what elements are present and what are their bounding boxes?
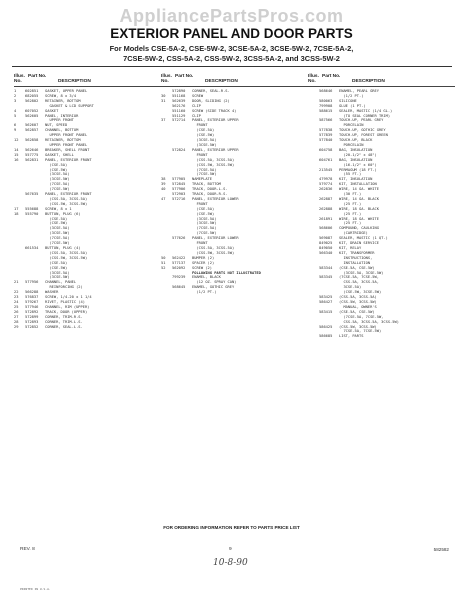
description: GASKET [45, 108, 59, 113]
description: RETAINER, BOTTOM [45, 138, 81, 143]
part-no: 479978 [319, 177, 333, 182]
illus-no: 28 [14, 319, 19, 324]
description: FRONT [192, 123, 208, 128]
part-no: 572714 [172, 118, 186, 123]
description: SEALER, MASTIC (1 QT.) [339, 236, 388, 241]
part-no: 562422 [172, 255, 186, 260]
description: CHANNEL, RIM (UPPER) [45, 304, 90, 309]
description: NUT, SPEED [45, 123, 68, 128]
description: (3CSE-5W) [192, 142, 217, 147]
column-header [14, 73, 161, 87]
part-no: 562646 [25, 147, 39, 152]
parts-column-2 [161, 73, 308, 295]
part-no: 555688 [25, 206, 39, 211]
header-description: DESCRIPTION [58, 79, 91, 84]
illus-no: 6 [14, 123, 17, 128]
part-no: 583345 [319, 275, 333, 280]
description: CORNER, SEAL-L.S. [45, 324, 83, 329]
part-no: 572890 [172, 89, 186, 93]
description: PANEL, EXTERIOR LOWER [192, 236, 239, 241]
description: PANEL, INTERIOR [45, 113, 79, 118]
description: (CSE-5A) [192, 206, 215, 211]
illus-no: 2 [14, 93, 17, 98]
description: (CSE-5W) [45, 265, 68, 270]
part-no: 566288 [25, 290, 39, 295]
part-no: 566340 [319, 250, 333, 255]
description: TOUCH-UP, PEARL GREY [339, 118, 384, 123]
description: KIT, TRANSFORMER [339, 250, 375, 255]
illus-no: 37 [161, 118, 166, 123]
description: (3CSE-5A) [192, 216, 217, 221]
illus-no: 26 [14, 309, 19, 314]
description: ENAMEL, BLACK [192, 275, 221, 280]
header-illus-no: Illus. No. [161, 74, 172, 85]
description: (3CSE-5W) [45, 275, 70, 280]
part-no: 583344 [319, 265, 333, 270]
description: (1/2 PT.) [339, 93, 364, 98]
subtitle-line-2: 7CSE-5W-2, CSS-5A-2, CSS-5W-2, 3CSS-5A-2, and 3CSS-5W-2 [123, 54, 340, 63]
part-no: 551129 [172, 113, 186, 118]
part-no: 567635 [25, 192, 39, 197]
description: WIRE, 14 GA. BLACK [339, 196, 379, 201]
part-no: 562176 [172, 103, 186, 108]
description: CSS-5A, 3CSS-5A, 3CSS-5W) [339, 319, 399, 324]
description: BUTTON, PLUG (6) [45, 211, 81, 216]
description: UPPER FRONT PANEL [45, 142, 88, 147]
description: (CSE-5A) [192, 128, 215, 133]
description: (16-1/2" x 60") [339, 162, 377, 167]
part-no: 583415 [319, 309, 333, 314]
illus-no: 18 [14, 211, 19, 216]
illus-no: 15 [14, 152, 19, 157]
description: (3CSE-5A) [45, 172, 70, 177]
illus-no: 47 [161, 196, 166, 201]
description: SCREW, 1/4-20 x 1 1/4 [45, 295, 92, 300]
illus-no: 16 [14, 157, 19, 162]
description: MANUAL, OWNER'S [339, 304, 377, 309]
description: (12 OZ. SPRAY CAN) [192, 280, 237, 285]
illus-no: 31 [161, 98, 166, 103]
part-no: 551160 [172, 108, 186, 113]
part-no: 580063 [319, 98, 333, 103]
part-no: 569087 [319, 236, 333, 241]
description: (CSS-5A, 3CSS-5A) [339, 295, 377, 300]
part-no: 572899 [25, 314, 39, 319]
description: (3CSE-5A, 3CSE-5W) [339, 270, 384, 275]
description: (7CSE-5W) [192, 172, 217, 177]
bottom-left-imprint: PRINTED IN U.S.A. [20, 587, 51, 591]
part-no: 577838 [319, 128, 333, 133]
description: DOOR, SLIDING (2) [192, 98, 230, 103]
part-no: 799239 [172, 275, 186, 280]
description: PERMAGUM (18 FT.) [339, 167, 377, 172]
illus-no: 39 [161, 182, 166, 187]
part-no: 577839 [319, 133, 333, 138]
description: GASKET, UPPER PANEL [45, 89, 88, 93]
part-no: 213545 [319, 167, 333, 172]
description: (CSE-5A) [45, 216, 68, 221]
description: (CSE-5W) [192, 133, 215, 138]
description: PANEL, EXTERIOR FRONT [45, 192, 92, 197]
description: (3CSE-5W) [192, 221, 217, 226]
part-no: 586427 [319, 299, 333, 304]
document-code: 582582 [433, 547, 449, 552]
description: 3CSE-5A) [339, 285, 362, 290]
illus-no: 17 [14, 206, 19, 211]
part-no: 568646 [319, 89, 333, 93]
description: (CARTRIDGE) [339, 231, 368, 236]
description: (3CSE-5A) [45, 270, 70, 275]
page-title: EXTERIOR PANEL AND DOOR PARTS [110, 26, 353, 41]
part-no: 661534 [25, 246, 39, 250]
part-no: 562639 [172, 98, 186, 103]
part-no: 577906 [172, 187, 186, 192]
description: (7CSE-5A) [192, 226, 217, 231]
description: TOUCH-UP, GOTHIC GREY [339, 128, 386, 133]
description: (25 FT.) [339, 221, 362, 226]
handwritten-date: 10-8-90 [213, 558, 248, 568]
part-no: 562092 [172, 265, 186, 270]
description: SEALER, MASTIC (1/4 GL.) [339, 108, 393, 113]
description: (CSS-5W, 3CSS-5W) [192, 250, 235, 255]
description: WIRE, 14 GA. WHITE [339, 187, 379, 192]
description: BAG, INSULATION [339, 157, 373, 162]
description: (CSE-5W) [45, 221, 68, 226]
description: SCREW (2) [192, 265, 212, 270]
part-no: 586425 [319, 324, 333, 329]
illus-no: 38 [161, 177, 166, 182]
description: (CSS-5A, 3CSS-5A) [192, 157, 235, 162]
part-no: 587566 [319, 118, 333, 123]
description: RIVET, PLASTIC (4) [45, 299, 85, 304]
part-no: 562831 [25, 157, 39, 162]
description: (CSS-5A, 3CSS-5A) [45, 196, 88, 201]
description: (CSS-5A, 3CSS-5A) [45, 250, 88, 255]
description: SCREW, 8 x 1 [45, 206, 72, 211]
part-no: 579774 [319, 182, 333, 187]
part-no: 577946 [25, 304, 39, 309]
column-header [161, 73, 308, 87]
description: (7CSE-5A) [45, 236, 70, 241]
description: (CSE-5A, CSE-5W) [339, 265, 375, 270]
part-no: 577956 [25, 280, 39, 285]
part-no: 577137 [172, 260, 186, 265]
part-no: 607052 [25, 108, 39, 113]
part-no: 583425 [319, 295, 333, 300]
illus-no: 3 [14, 98, 17, 103]
part-no: 551168 [172, 93, 186, 98]
description: PANEL, EXTERIOR UPPER [192, 118, 239, 123]
parts-list [161, 89, 308, 295]
illus-no: 50 [161, 255, 166, 260]
description: KIT, INSTALLATION [339, 182, 377, 187]
description: PANEL, EXTERIOR FRONT [45, 157, 92, 162]
description: (55 FT.) [339, 172, 362, 177]
illus-no: 30 [161, 93, 166, 98]
description: SCREW, 8 x 3/4 [45, 93, 77, 98]
description: SCREW [192, 93, 204, 98]
header-part-no: Part No. [322, 74, 341, 79]
part-no: 682055 [25, 93, 39, 98]
description: (CSE-5A) [45, 162, 68, 167]
description: LIST, PARTS [339, 334, 364, 339]
part-no: 261891 [319, 216, 333, 221]
description: TOUCH-UP, BLACK [339, 138, 373, 143]
description: (3CSE-5A) [192, 138, 217, 143]
description: KIT, INSULATION [339, 177, 373, 182]
description: WASHER [45, 290, 59, 295]
illus-no: 27 [14, 314, 19, 319]
part-no: 572893 [25, 319, 39, 324]
parts-column-1 [14, 73, 161, 329]
illus-no [161, 290, 172, 295]
description: INSTALLATION [339, 260, 371, 265]
part-no: 572852 [25, 324, 39, 329]
part-no: 555790 [25, 211, 39, 216]
description: (CSS-5W, 3CSS-5W) [45, 201, 88, 206]
title-rule [12, 66, 452, 67]
description: PANEL, EXTERIOR LOWER [192, 196, 239, 201]
description: (TO SEAL CORNER TRIM) [339, 113, 391, 118]
description: KIT, RELAY [339, 246, 362, 250]
part-no: 262836 [319, 187, 333, 192]
subtitle-line-1: For Models CSE-5A-2, CSE-5W-2, 3CSE-5A-2, 3CSE-5W-2, 7CSE-5A-2, [109, 44, 354, 53]
description: FRONT [192, 152, 208, 157]
part-no: 577905 [172, 177, 186, 182]
description: (20-1/2" x 48") [339, 152, 377, 157]
illus-no: 4 [14, 108, 17, 113]
illus-no: 14 [14, 147, 19, 152]
part-no: 562605 [25, 113, 39, 118]
description: (CSS-5W, 3CSS-5W) [339, 324, 377, 329]
description: KIT, DRAIN SERVICE [339, 241, 379, 246]
parts-row [14, 325, 161, 330]
header-part-no: Part No. [28, 74, 47, 79]
description: (CSE-5W) [192, 211, 215, 216]
illus-no: 12 [14, 138, 19, 143]
description: CHANNEL, BOTTOM [45, 128, 79, 133]
part-no: 568606 [319, 226, 333, 231]
illus-no: 21 [14, 280, 19, 285]
illus-no: 23 [14, 295, 19, 300]
description: PORCELAIN [339, 142, 364, 147]
part-no: 562858 [25, 138, 39, 143]
header-illus-no: Illus. No. [14, 74, 25, 85]
description: (CSS-5W, 3CSS-5W) [45, 255, 88, 260]
illus-no: 25 [14, 304, 19, 309]
part-no: 799908 [319, 103, 333, 108]
part-no: 562607 [25, 123, 39, 128]
description: TRACK, DOOR-L.S. [192, 187, 228, 192]
description: UPPER FRONT PANEL [45, 133, 88, 138]
description: (25 FT.) [339, 201, 362, 206]
description: TRACK, DOOR-R.S. [192, 192, 228, 197]
description: (7CSE-5W) [45, 241, 70, 246]
description: GLUE (1 PT.) [339, 103, 366, 108]
part-no: 572845 [172, 182, 186, 187]
illus-no: 9 [14, 128, 17, 133]
description: BUMPER (2) [192, 255, 215, 260]
description: (CSS-5W, 3CSS-5W) [339, 299, 377, 304]
illus-no: 24 [14, 299, 19, 304]
illus-no: 51 [161, 260, 166, 265]
part-no: 562802 [25, 98, 39, 103]
description: INSTRUCTIONS, [339, 255, 373, 260]
description: CORNER, SEAL-R.S. [192, 89, 230, 93]
page-number: 9 [229, 547, 232, 552]
parts-row [161, 290, 308, 295]
description: ENAMEL, GOTHIC GREY [192, 285, 235, 290]
header-part-no: Part No. [175, 74, 194, 79]
description: WIRE, 18 GA. WHITE [339, 216, 379, 221]
illus-no: 29 [14, 324, 19, 329]
description: (7CSE-5A) [45, 182, 70, 187]
parts-column-3 [308, 73, 455, 339]
part-no: 262887 [319, 196, 333, 201]
description: (7CSE-5A, 7CSE-5W, [339, 275, 379, 280]
description: BAG, INSULATION [339, 147, 373, 152]
description: (3CSE-5W) [45, 177, 70, 182]
description: GASKET, SHELL [45, 152, 74, 157]
part-no: 604758 [319, 147, 333, 152]
description: RETAINER, BOTTOM [45, 98, 81, 103]
parts-list [14, 89, 161, 329]
description: CHANNEL, PANEL [45, 280, 77, 285]
description: (CSS-5W, 3CSS-5W) [192, 162, 235, 167]
description: CORNER, TRIM-R.S. [45, 314, 83, 319]
description: BUTTON, PLUG (4) [45, 246, 81, 250]
description: (25 FT.) [339, 211, 362, 216]
description: TOUCH-UP, FOREST GREEN [339, 133, 388, 138]
header-illus-no: Illus. No. [308, 74, 319, 85]
part-no: 588615 [319, 108, 333, 113]
parts-list [308, 89, 455, 339]
part-no: 568645 [172, 285, 186, 290]
description: CLIP [192, 113, 201, 118]
part-no: 849050 [319, 246, 333, 250]
part-no: 262888 [319, 206, 333, 211]
description: (7CSE-5A, 7CSE-5W, [339, 314, 384, 319]
description: (CSE-5W, 3CSE-5W) [339, 290, 382, 295]
part-no: 577840 [319, 138, 333, 143]
description: (CSE-5W) [45, 167, 68, 172]
description: SILICONE [339, 98, 357, 103]
description: (3CSE-5A) [45, 226, 70, 231]
description: CORNER, TRIM-L.S. [45, 319, 83, 324]
description: GASKET & LCD SUPPORT [45, 103, 94, 108]
description: (7CSE-5A) [192, 167, 217, 172]
description: NAMEPLATE [192, 177, 212, 182]
description: ENAMEL, PEARL GREY [339, 89, 379, 93]
part-no: 586685 [319, 334, 333, 339]
illus-no [308, 334, 319, 339]
part-no: 577626 [172, 236, 186, 241]
part-no: 602851 [25, 89, 39, 93]
part-no [172, 290, 192, 295]
description: UPPER FRONT [45, 118, 74, 123]
description: FOLLOWING PARTS NOT ILLUSTRATED [192, 270, 261, 275]
part-no: 849025 [319, 241, 333, 246]
description: REINFORCING (2) [45, 285, 83, 290]
illus-no: 22 [14, 290, 19, 295]
description: (CSE-5A) [45, 260, 68, 265]
watermark: AppliancePartsPros.com [119, 6, 344, 26]
part-no: 604761 [319, 157, 333, 162]
description: COMPOUND, CAULKING [339, 226, 379, 231]
parts-row [308, 334, 455, 339]
description: BREAKER, SHELL FRONT [45, 147, 90, 152]
description: (CSE-5A, CSE-5W) [339, 309, 375, 314]
part-no: 572824 [172, 147, 186, 152]
description: WIRE, 18 GA. BLACK [339, 206, 379, 211]
description: TRACK, DOOR (UPPER) [45, 309, 88, 314]
description: (3CSE-5W) [45, 231, 70, 236]
description: (7CSE-5W) [45, 187, 70, 192]
description: CSS-5A, 3CSS-5A, [339, 280, 379, 285]
description: (30 FT.) [339, 192, 362, 197]
part-no: 562857 [25, 128, 39, 133]
part-no: 572903 [172, 192, 186, 197]
description: (1/2 PT.) [192, 290, 217, 295]
column-header [308, 73, 455, 87]
illus-no: 1 [14, 89, 17, 93]
description: SCREW (SIDE TRACK 4) [192, 108, 237, 113]
part-no: 576837 [25, 295, 39, 300]
part-no: 572892 [25, 309, 39, 314]
description: PANEL, EXTERIOR UPPER [192, 147, 239, 152]
description: FRONT [192, 201, 208, 206]
part-no: 572716 [172, 196, 186, 201]
header-description: DESCRIPTION [205, 79, 238, 84]
description: (CSS-5A, 3CSS-5A) [192, 246, 235, 250]
description: CLIP [192, 103, 201, 108]
description: SPACER (2) [192, 260, 215, 265]
header-description: DESCRIPTION [352, 79, 385, 84]
description: 7CSE-5A, 7CSE-5W) [339, 329, 382, 334]
part-no: 557775 [25, 152, 39, 157]
description: TRACK, BOTTOM [192, 182, 221, 187]
illus-no: 40 [161, 187, 166, 192]
description: PORCELAIN [339, 123, 364, 128]
description: FRONT [192, 241, 208, 246]
part-no: 579267 [25, 299, 39, 304]
illus-no: 5 [14, 113, 17, 118]
description: (7CSE-5W) [192, 231, 217, 236]
ordering-note: FOR ORDERING INFORMATION REFER TO PARTS PRICE LIST [163, 525, 300, 530]
illus-no: 52 [161, 265, 166, 270]
revision: REV. 8 [20, 547, 35, 552]
